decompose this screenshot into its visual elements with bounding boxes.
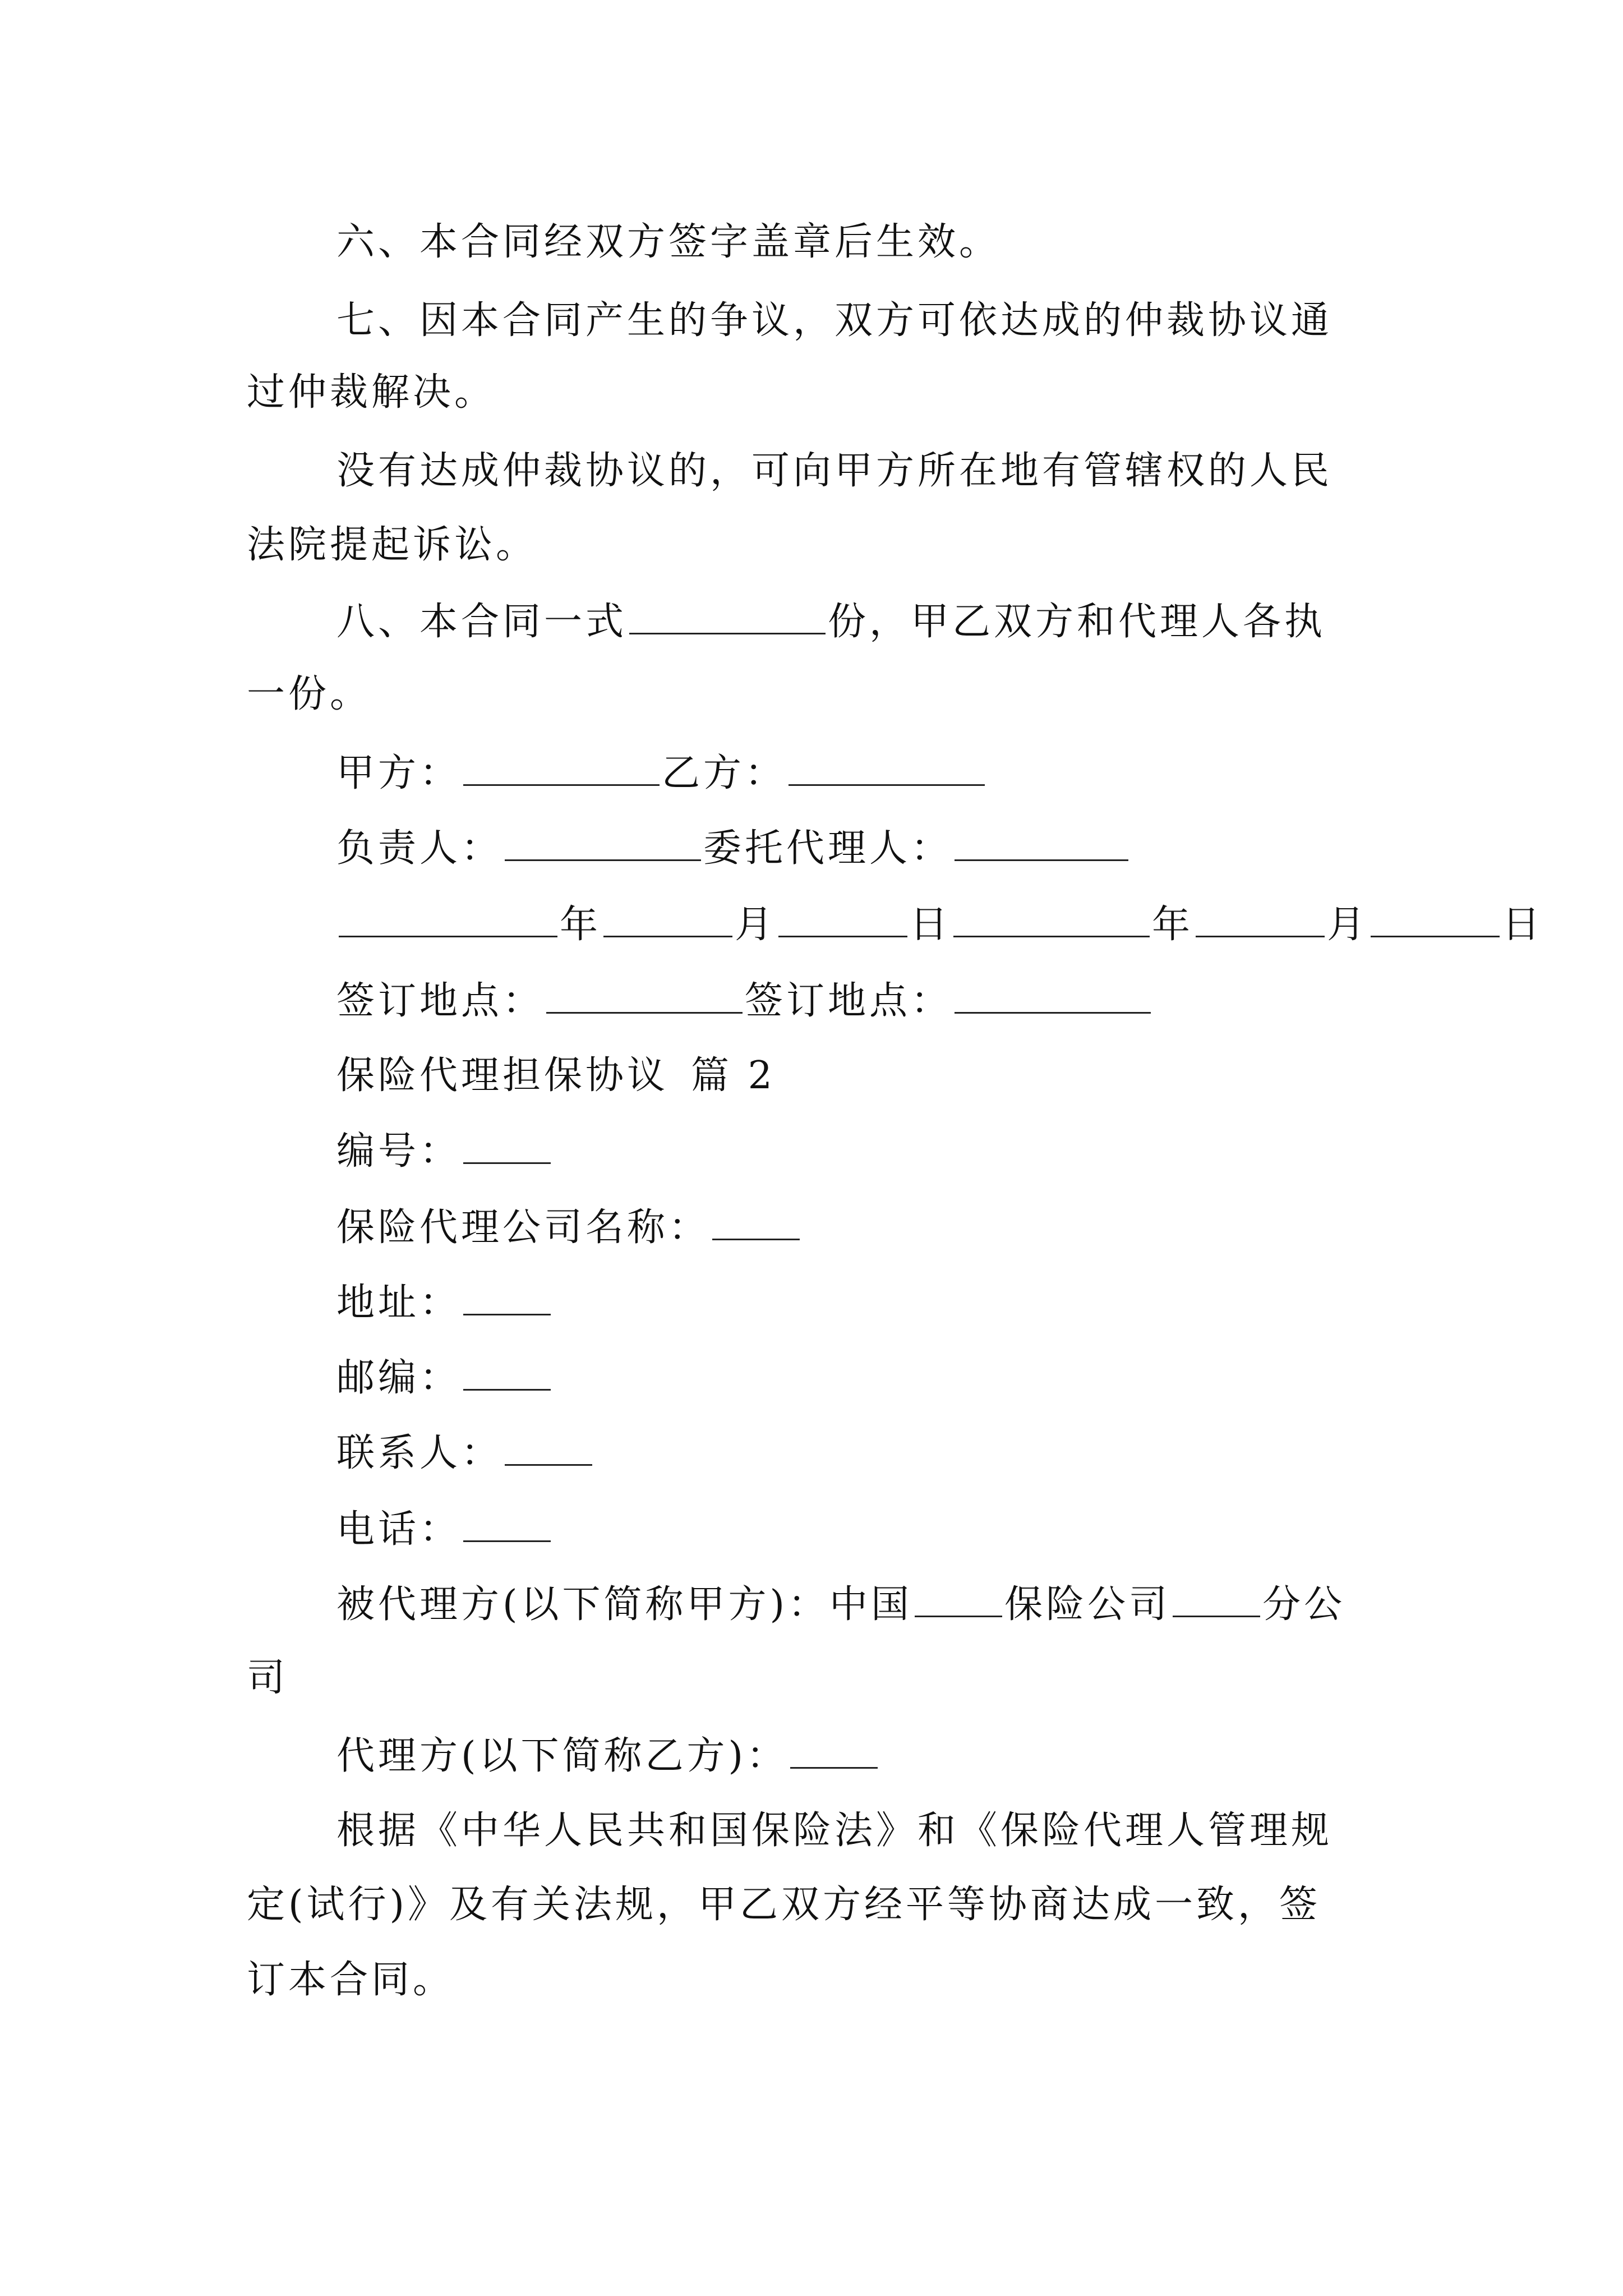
principal-party-middle: 保险公司 xyxy=(1004,1582,1171,1627)
party-a-label: 甲方： xyxy=(336,751,462,795)
copies-blank xyxy=(629,598,826,634)
day-label-1: 日 xyxy=(910,903,952,947)
principal-party-prefix: 被代理方(以下简称甲方)：中国 xyxy=(336,1582,913,1627)
signing-place-label-1: 签订地点： xyxy=(336,979,545,1023)
agent-blank xyxy=(955,825,1128,861)
company-label: 保险代理公司名称： xyxy=(336,1205,711,1250)
year-blank-1 xyxy=(339,901,557,937)
address-blank xyxy=(463,1279,551,1315)
signing-place-blank-1 xyxy=(546,977,743,1014)
company-blank xyxy=(712,1204,800,1240)
postcode-row xyxy=(336,1354,553,1402)
party-a-blank xyxy=(463,749,660,786)
agent-party-label: 代理方(以下简称乙方)： xyxy=(336,1734,789,1778)
postcode-label: 邮编： xyxy=(336,1356,462,1400)
contact-row xyxy=(336,1429,594,1477)
clause-7-line-1: 七、因本合同产生的争议，双方可依达成的仲裁协议通 xyxy=(336,298,1333,343)
clause-7-line-2: 过仲裁解决。 xyxy=(247,370,496,415)
insurer-blank xyxy=(915,1581,1002,1617)
signing-place-blank-2 xyxy=(955,977,1151,1014)
section-2-heading xyxy=(336,1052,776,1099)
clause-8-prefix: 八、本合同一式 xyxy=(336,600,628,644)
party-signature-row xyxy=(336,749,987,797)
agent-party-blank xyxy=(790,1732,878,1769)
number-row xyxy=(336,1128,553,1175)
day-label-2: 日 xyxy=(1502,903,1544,947)
clause-8-suffix: 份，甲乙双方和代理人各执 xyxy=(828,600,1326,644)
address-row xyxy=(336,1279,553,1327)
address-label: 地址： xyxy=(336,1281,462,1325)
phone-row xyxy=(336,1506,553,1553)
day-blank-2 xyxy=(1371,901,1500,937)
phone-label: 电话： xyxy=(336,1507,462,1552)
contact-blank xyxy=(505,1429,592,1466)
clause-6: 六、本合同经双方签字盖章后生效。 xyxy=(336,220,1001,264)
principal-party-line-1 xyxy=(336,1581,1345,1628)
basis-line-1: 根据《中华人民共和国保险法》和《保险代理人管理规 xyxy=(336,1809,1333,1853)
number-label: 编号： xyxy=(336,1129,462,1174)
signing-place-row xyxy=(336,977,1153,1025)
phone-blank xyxy=(463,1506,551,1542)
company-row xyxy=(336,1204,802,1251)
clause-8-line-2: 一份。 xyxy=(247,672,372,716)
year-label-2: 年 xyxy=(1152,903,1194,947)
principal-party-line-2: 司 xyxy=(247,1656,289,1700)
contact-label: 联系人： xyxy=(336,1431,503,1475)
party-b-blank xyxy=(789,749,985,786)
section-2-title: 保险代理担保协议 xyxy=(336,1053,669,1098)
agent-party-row xyxy=(336,1732,880,1780)
agent-label: 委托代理人： xyxy=(703,826,953,871)
clause-7-line-3: 没有达成仲裁协议的，可向甲方所在地有管辖权的人民 xyxy=(336,449,1333,493)
year-blank-2 xyxy=(953,901,1150,937)
basis-line-2: 定(试行)》及有关法规，甲乙双方经平等协商达成一致，签 xyxy=(247,1883,1321,1927)
party-b-label: 乙方： xyxy=(662,751,787,795)
principal-label: 负责人： xyxy=(336,826,503,871)
branch-blank xyxy=(1173,1581,1260,1617)
clause-7-line-4: 法院提起诉讼。 xyxy=(247,523,538,567)
date-row xyxy=(336,901,1543,949)
month-blank-2 xyxy=(1196,901,1325,937)
section-2-part: 篇 2 xyxy=(691,1053,776,1098)
month-label-2: 月 xyxy=(1327,903,1369,947)
month-label-1: 月 xyxy=(735,903,777,947)
principal-party-suffix: 分公 xyxy=(1262,1582,1346,1627)
principal-row xyxy=(336,825,1131,872)
basis-line-3: 订本合同。 xyxy=(247,1958,455,2002)
postcode-blank xyxy=(463,1354,551,1391)
principal-blank xyxy=(505,825,701,861)
number-blank xyxy=(463,1128,551,1164)
signing-place-label-2: 签订地点： xyxy=(745,979,953,1023)
day-blank-1 xyxy=(778,901,907,937)
clause-8-line-1 xyxy=(336,598,1326,646)
year-label-1: 年 xyxy=(560,903,602,947)
month-blank-1 xyxy=(603,901,732,937)
